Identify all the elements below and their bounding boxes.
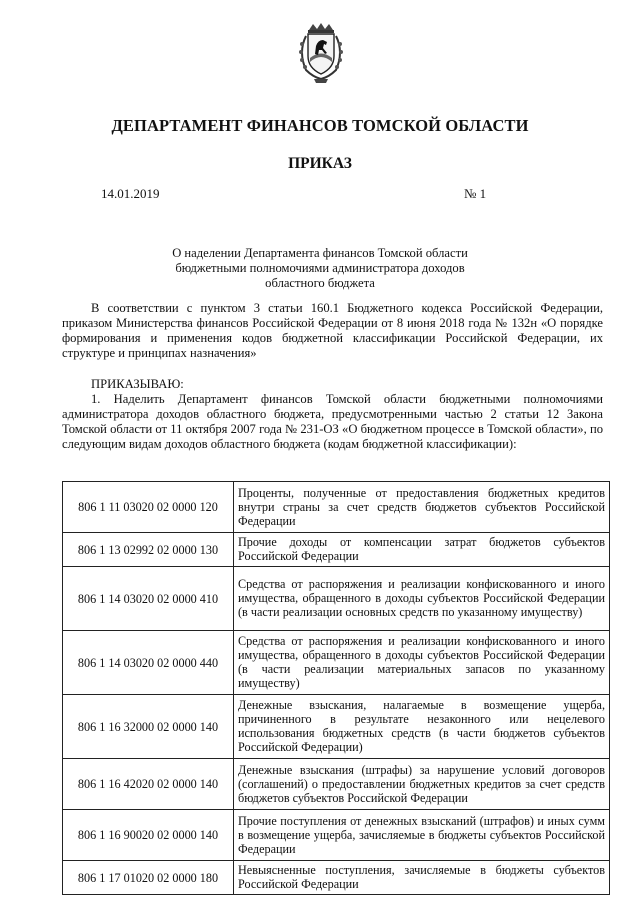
table-row	[63, 861, 610, 895]
table-row	[63, 482, 610, 533]
budget-code-cell: 806 1 16 90020 02 0000 140	[63, 810, 234, 861]
budget-code-cell: 806 1 16 42020 02 0000 140	[63, 759, 234, 810]
table-row	[63, 533, 610, 567]
preamble-paragraph: В соответствии с пунктом 3 статьи 160.1 Бюджетного кодекса Российской Федерации, приказом Министерства финансов Российской Федерации от 8 июня 2018 года № 132н «О порядке формирования и применения кодов бюджетной классификации Российской Федерации, их структуре и принципах назначения»	[62, 301, 603, 360]
budget-code-cell: 806 1 17 01020 02 0000 180	[63, 861, 234, 895]
document-type-title: ПРИКАЗ	[288, 155, 352, 172]
order-directive-word: ПРИКАЗЫВАЮ:	[91, 377, 184, 391]
revenue-codes-table	[62, 481, 610, 895]
revenue-description-cell: Прочие доходы от компенсации затрат бюджетов субъектов Российской Федерации	[234, 533, 610, 567]
table-row	[63, 631, 610, 695]
budget-code-cell: 806 1 14 03020 02 0000 440	[63, 631, 234, 695]
department-title: ДЕПАРТАМЕНТ ФИНАНСОВ ТОМСКОЙ ОБЛАСТИ	[111, 116, 529, 135]
revenue-description-cell: Проценты, полученные от предоставления бюджетных кредитов внутри страны за счет средств бюджетов субъектов Российской Федерации	[234, 482, 610, 533]
revenue-description-cell: Средства от распоряжения и реализации конфискованного и иного имущества, обращенного в доходы субъектов Российской Федерации (в части реализации материальных запасов по указанному имуществу)	[234, 631, 610, 695]
order-date: 14.01.2019	[101, 186, 160, 201]
revenue-description-cell: Прочие поступления от денежных взысканий (штрафов) и иных сумм в возмещение ущерба, зачисляемые в бюджеты субъектов Российской Федерации	[234, 810, 610, 861]
table-row	[63, 759, 610, 810]
revenue-description-cell: Денежные взыскания, налагаемые в возмещение ущерба, причиненного в результате незаконного или нецелевого использования бюджетных средств (в части бюджетов субъектов Российской Федерации)	[234, 695, 610, 759]
order-number: № 1	[464, 186, 487, 201]
table-row	[63, 567, 610, 631]
coat-of-arms-icon	[296, 22, 346, 84]
budget-code-cell: 806 1 11 03020 02 0000 120	[63, 482, 234, 533]
order-subject: О наделении Департамента финансов Томской области бюджетными полномочиями администратора доходов областного бюджета	[172, 246, 468, 290]
budget-code-cell: 806 1 16 32000 02 0000 140	[63, 695, 234, 759]
budget-code-cell: 806 1 14 03020 02 0000 410	[63, 567, 234, 631]
revenue-description-cell: Средства от распоряжения и реализации конфискованного и иного имущества, обращенного в доходы субъектов Российской Федерации (в части реализации основных средств по указанному имуществу)	[234, 567, 610, 631]
budget-code-cell: 806 1 13 02992 02 0000 130	[63, 533, 234, 567]
revenue-description-cell: Невыясненные поступления, зачисляемые в бюджеты субъектов Российской Федерации	[234, 861, 610, 895]
table-row	[63, 695, 610, 759]
table-row	[63, 810, 610, 861]
revenue-description-cell: Денежные взыскания (штрафы) за нарушение условий договоров (соглашений) о предоставлении бюджетных кредитов за счет средств бюджетов субъектов Российской Федерации	[234, 759, 610, 810]
clause-1-paragraph: 1. Наделить Департамент финансов Томской области бюджетными полномочиями администратора доходов областного бюджета, предусмотренными частью 2 статьи 12 Закона Томской области от 11 октября 2007 года № 231-ОЗ «О бюджетном процессе в Томской области», по следующим видам доходов областного бюджета (кодам бюджетной классификации):	[62, 392, 603, 451]
